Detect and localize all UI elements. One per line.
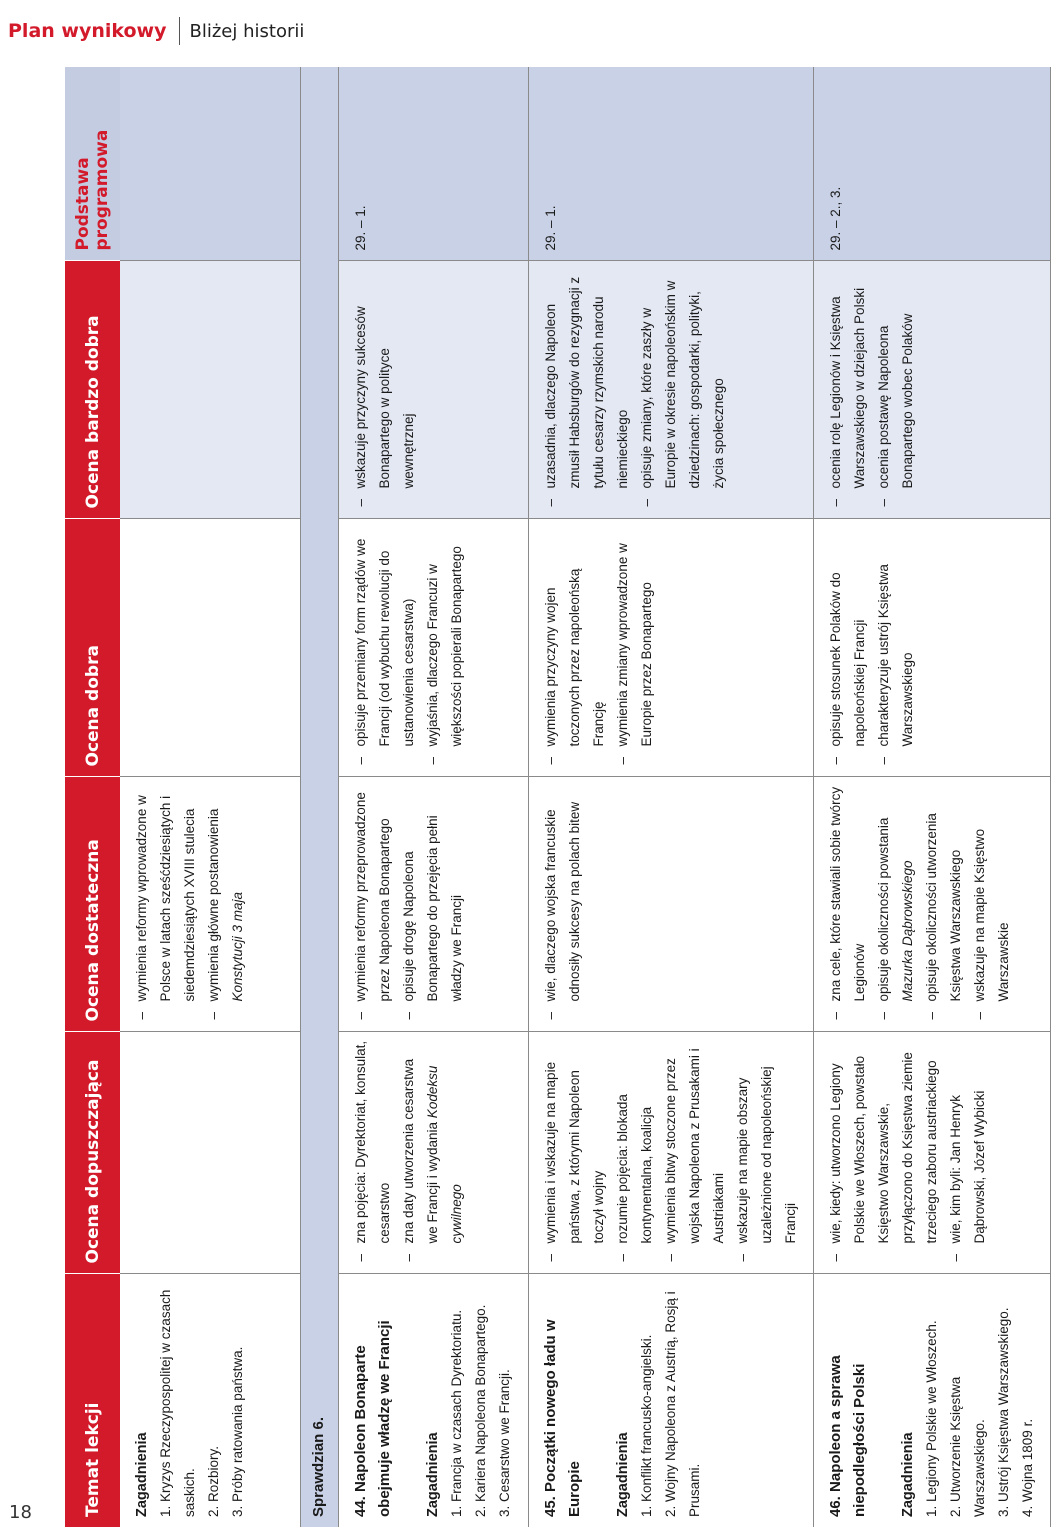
list-item: 1. Konflikt francusko-angielski.: [638, 1334, 654, 1517]
list-item: 1. Kryzys Rzeczypospolitej w czasach saskich.: [158, 1289, 197, 1517]
list-item: – wymienia zmiany wprowadzone w Europie przez Bonapartego: [611, 528, 659, 767]
cell-temat: [528, 1274, 813, 1527]
criteria-list: [539, 786, 587, 1022]
list-item: [397, 1041, 469, 1264]
topic-label: Zagadnienia: [614, 1432, 631, 1517]
cell-dostateczna: [813, 777, 1050, 1032]
topic-list: [154, 1283, 250, 1518]
list-item-text: wymienia główne postanowienia: [206, 808, 221, 1002]
list-item: – opisuje drogę Napoleona Bonapartego do przejęcia pełni władzy we Francji: [397, 786, 469, 1022]
italic-term: Konstytucji 3 maja: [230, 891, 245, 1002]
cell-bardzo-dobra: [120, 261, 300, 519]
col-header-dobra: Ocena dobra: [65, 519, 120, 777]
cell-temat: [338, 1274, 528, 1527]
list-item: – zna pojęcia: Dyrektoriat, konsulat, cesarstwo: [349, 1041, 397, 1264]
cell-temat: [813, 1274, 1050, 1527]
criteria-list: [824, 270, 920, 509]
list-item: [872, 786, 920, 1022]
list-item: – wie, dlaczego wojska francuskie odnosiły sukcesy na polach bitew: [539, 786, 587, 1022]
list-item: 2. Rozbiory.: [206, 1445, 221, 1517]
list-item: – wyjaśnia, dlaczego Francuzi w większości popierali Bonapartego: [421, 528, 469, 767]
table-header-row: [65, 67, 120, 1527]
list-item: – charakteryzuje ustrój Księstwa Warszawskiego: [872, 528, 920, 767]
topic-list: [635, 1283, 707, 1518]
page-number: 18: [9, 1502, 32, 1523]
italic-term: Kodeksu cywilnego: [424, 1065, 464, 1244]
lesson-title: 44. Napoleon Bonaparte obejmuje władzę we Francji: [351, 1320, 393, 1517]
rotated-table-wrapper: [65, 67, 1035, 1527]
lesson-title: 45. Początki nowego ładu w Europie: [541, 1319, 583, 1517]
topic-label: Zagadnienia: [899, 1432, 916, 1517]
list-item: – wskazuje na mapie obszary uzależnione od napoleońskiej Francji: [731, 1041, 803, 1264]
list-item: 2. Wojny Napoleona z Austrią, Rosją i Prusami.: [662, 1291, 702, 1517]
header-divider: [179, 17, 180, 45]
table-row: [813, 67, 1050, 1527]
cell-dobra: [120, 519, 300, 777]
list-item: [202, 786, 250, 1022]
criteria-list: [824, 786, 1016, 1022]
list-item: – wymienia przyczyny wojen toczonych przez napoleońską Francję: [539, 528, 611, 767]
cell-dostateczna: [120, 777, 300, 1032]
table-row: [338, 67, 528, 1527]
criteria-list: [349, 1041, 469, 1264]
cell-podstawa: 29. – 1.: [338, 67, 528, 261]
col-header-bardzo-dobra: Ocena bardzo dobra: [65, 261, 120, 519]
criteria-list: [349, 528, 469, 767]
criteria-list: [130, 786, 250, 1022]
plan-table: [65, 67, 1051, 1528]
list-item-text: opisuje okoliczności powstania: [875, 817, 891, 1002]
list-item: – rozumie pojęcia: blokada kontynentalna, koalicja: [611, 1041, 659, 1264]
cell-dobra: [813, 519, 1050, 777]
lesson-title: 46. Napoleon a sprawa niepodległości Polski: [826, 1355, 868, 1517]
table-row: [120, 67, 300, 1527]
list-item: 2. Kariera Napoleona Bonapartego.: [472, 1304, 488, 1517]
list-item: 2. Utworzenie Księstwa Warszawskiego.: [947, 1376, 987, 1517]
list-item: – ocenia postawę Napoleona Bonapartego wobec Polaków: [872, 270, 920, 509]
criteria-list: [824, 1041, 992, 1264]
criteria-list: [539, 270, 731, 509]
italic-term: Mazurka Dąbrowskiego: [899, 860, 915, 1002]
topic-label: Zagadnienia: [424, 1432, 441, 1517]
cell-dobra: [338, 519, 528, 777]
list-item: – opisuje zmiany, które zaszły w Europie w okresie napoleońskim w dziedzinach: gospodarki, polityki, życia społecznego: [635, 270, 731, 509]
criteria-list: [349, 786, 469, 1022]
list-item: – wie, kim byli: Jan Henryk Dąbrowski, Józef Wybicki: [944, 1041, 992, 1264]
cell-dostateczna: [528, 777, 813, 1032]
table-row: [528, 67, 813, 1527]
section-label: Sprawdzian 6.: [300, 67, 338, 1527]
col-header-dostateczna: Ocena dostateczna: [65, 777, 120, 1032]
list-item: 3. Cesarstwo we Francji.: [496, 1369, 512, 1517]
page-header: [8, 14, 304, 48]
cell-bardzo-dobra: [528, 261, 813, 519]
list-item-text: zna daty utworzenia cesarstwa we Francji i wydania: [400, 1058, 440, 1244]
criteria-list: [349, 270, 421, 509]
header-subtitle: Bliżej historii: [189, 20, 305, 42]
topic-label: Zagadnienia: [134, 1432, 150, 1517]
criteria-list: [539, 528, 659, 767]
list-item: – zna cele, które stawiali sobie twórcy Legionów: [824, 786, 872, 1022]
cell-bardzo-dobra: [813, 261, 1050, 519]
topic-list: [920, 1283, 1040, 1518]
list-item: 4. Wojna 1809 r.: [1019, 1418, 1035, 1517]
list-item: – wymienia bitwy stoczone przez wojska Napoleona z Prusakami i Austriakami: [659, 1041, 731, 1264]
list-item: 3. Próby ratowania państwa.: [230, 1346, 245, 1517]
cell-dopuszczajaca: [120, 1032, 300, 1274]
criteria-list: [539, 1041, 803, 1264]
list-item: – wymienia reformy wprowadzone w Polsce w latach sześćdziesiątych i siedemdziesiątych XVIII stulecia: [130, 786, 202, 1022]
list-item: – uzasadnia, dlaczego Napoleon zmusił Habsburgów do rezygnacji z tytułu cesarzy rzymskich narodu niemieckiego: [539, 270, 635, 509]
cell-bardzo-dobra: [338, 261, 528, 519]
list-item: – wskazuje przyczyny sukcesów Bonapartego w polityce wewnętrznej: [349, 270, 421, 509]
list-item: 3. Ustrój Księstwa Warszawskiego.: [995, 1307, 1011, 1517]
list-item: – wskazuje na mapie Księstwo Warszawskie: [968, 786, 1016, 1022]
cell-temat: [120, 1274, 300, 1527]
cell-dostateczna: [338, 777, 528, 1032]
list-item: – wie, kiedy: utworzono Legiony Polskie we Włoszech, powstało Księstwo Warszawskie, przyłączono do Księstwa ziemie trzeciego zaboru austriackiego: [824, 1041, 944, 1264]
cell-dobra: [528, 519, 813, 777]
cell-dopuszczajaca: [813, 1032, 1050, 1274]
col-header-dopuszczajaca: Ocena dopuszczająca: [65, 1032, 120, 1274]
list-item: 1. Legiony Polskie we Włoszech.: [923, 1320, 939, 1517]
list-item: 1. Francja w czasach Dyrektoriatu.: [448, 1309, 464, 1517]
cell-podstawa: [120, 67, 300, 261]
cell-podstawa: 29. – 1.: [528, 67, 813, 261]
header-title: Plan wynikowy: [8, 20, 167, 42]
criteria-list: [824, 528, 920, 767]
list-item: – opisuje przemiany form rządów we Francji (od wybuchu rewolucji do ustanowienia cesarstwa): [349, 528, 421, 767]
list-item: – wymienia i wskazuje na mapie państwa, z którymi Napoleon toczył wojny: [539, 1041, 611, 1264]
topic-list: [445, 1283, 517, 1518]
cell-dopuszczajaca: [528, 1032, 813, 1274]
list-item: – ocenia rolę Legionów i Księstwa Warszawskiego w dziejach Polski: [824, 270, 872, 509]
col-header-podstawa: Podstawa programowa: [65, 67, 120, 261]
list-item: – opisuje stosunek Polaków do napoleońskiej Francji: [824, 528, 872, 767]
cell-podstawa: 29. – 2., 3.: [813, 67, 1050, 261]
list-item: – wymienia reformy przeprowadzone przez Napoleona Bonapartego: [349, 786, 397, 1022]
section-row: [300, 67, 338, 1527]
cell-dopuszczajaca: [338, 1032, 528, 1274]
list-item: – opisuje okoliczności utworzenia Księstwa Warszawskiego: [920, 786, 968, 1022]
col-header-temat: Temat lekcji: [65, 1274, 120, 1527]
